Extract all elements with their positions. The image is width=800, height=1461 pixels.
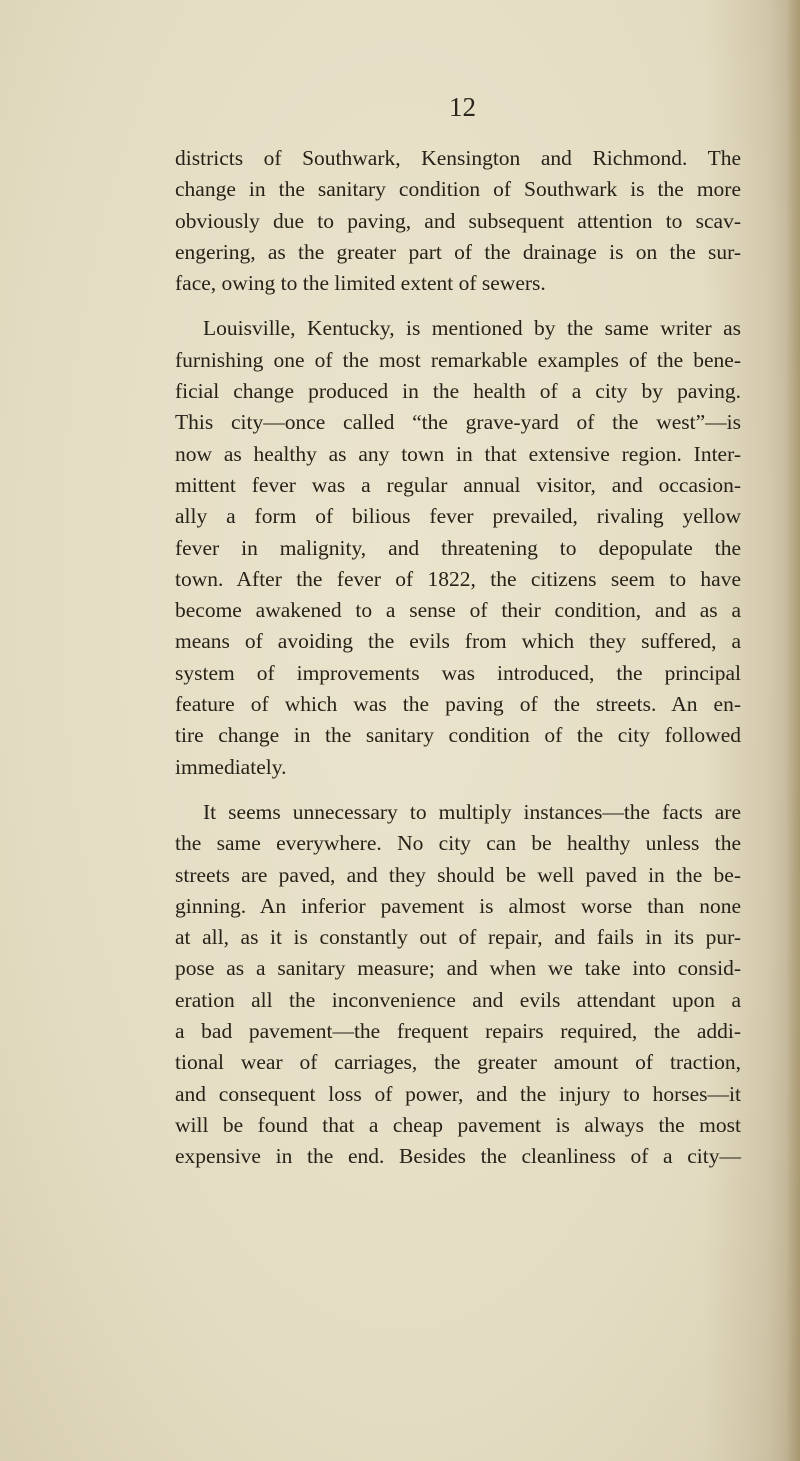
page-number: 12 (449, 92, 476, 122)
paragraph-1 (175, 143, 741, 299)
text-line: tional wear of carriages, the greater amount of traction, (175, 1050, 741, 1075)
paragraph-gap (175, 783, 741, 797)
text-line: at all, as it is constantly out of repair, and fails in its pur- (175, 925, 741, 950)
text-line: eration all the inconvenience and evils attendant upon a (175, 987, 741, 1012)
body-text (175, 143, 741, 1173)
text-line: feature of which was the paving of the streets. An en- (175, 692, 741, 717)
text-line: ginning. An inferior pavement is almost worse than none (175, 893, 741, 918)
paragraph-gap (175, 299, 741, 313)
text-line: This city—once called “the grave-yard of the west”—is (175, 410, 741, 435)
paragraph-2 (175, 313, 741, 782)
text-line: engering, as the greater part of the drainage is on the sur- (175, 239, 741, 264)
text-line: and consequent loss of power, and the injury to horses—it (175, 1081, 741, 1106)
text-line: fever in malignity, and threatening to depopulate the (175, 535, 741, 560)
text-line: ficial change produced in the health of a city by paving. (175, 379, 741, 404)
text-line: system of improvements was introduced, the principal (175, 660, 741, 685)
text-line: districts of Southwark, Kensington and Richmond. The (175, 146, 741, 170)
text-line: immediately. (175, 754, 287, 779)
text-line: It seems unnecessary to multiply instances—the facts are (203, 799, 741, 824)
text-line: will be found that a cheap pavement is always the most (175, 1112, 741, 1137)
text-line: face, owing to the limited extent of sewers. (175, 271, 546, 296)
text-line: become awakened to a sense of their condition, and as a (175, 598, 741, 623)
text-line: expensive in the end. Besides the cleanliness of a city— (175, 1144, 741, 1169)
text-line: ally a form of bilious fever prevailed, rivaling yellow (175, 504, 741, 529)
text-line: furnishing one of the most remarkable examples of the bene- (175, 347, 741, 372)
text-line: pose as a sanitary measure; and when we take into consid- (175, 956, 741, 981)
text-line: now as healthy as any town in that extensive region. Inter- (175, 441, 741, 466)
text-line: change in the sanitary condition of Southwark is the more (175, 177, 741, 202)
text-line: Louisville, Kentucky, is mentioned by the same writer as (203, 316, 741, 341)
text-line: streets are paved, and they should be well paved in the be- (175, 862, 741, 887)
text-line: town. After the fever of 1822, the citizens seem to have (175, 566, 741, 591)
paragraph-3 (175, 797, 741, 1173)
text-line: obviously due to paving, and subsequent attention to scav- (175, 208, 741, 233)
text-line: the same everywhere. No city can be healthy unless the (175, 831, 741, 856)
text-line: means of avoiding the evils from which they suffered, a (175, 629, 741, 654)
text-line: a bad pavement—the frequent repairs required, the addi- (175, 1019, 741, 1044)
text-line: tire change in the sanitary condition of the city followed (175, 723, 741, 748)
page-edge-shadow (786, 0, 800, 1461)
text-line: mittent fever was a regular annual visitor, and occasion- (175, 472, 741, 497)
